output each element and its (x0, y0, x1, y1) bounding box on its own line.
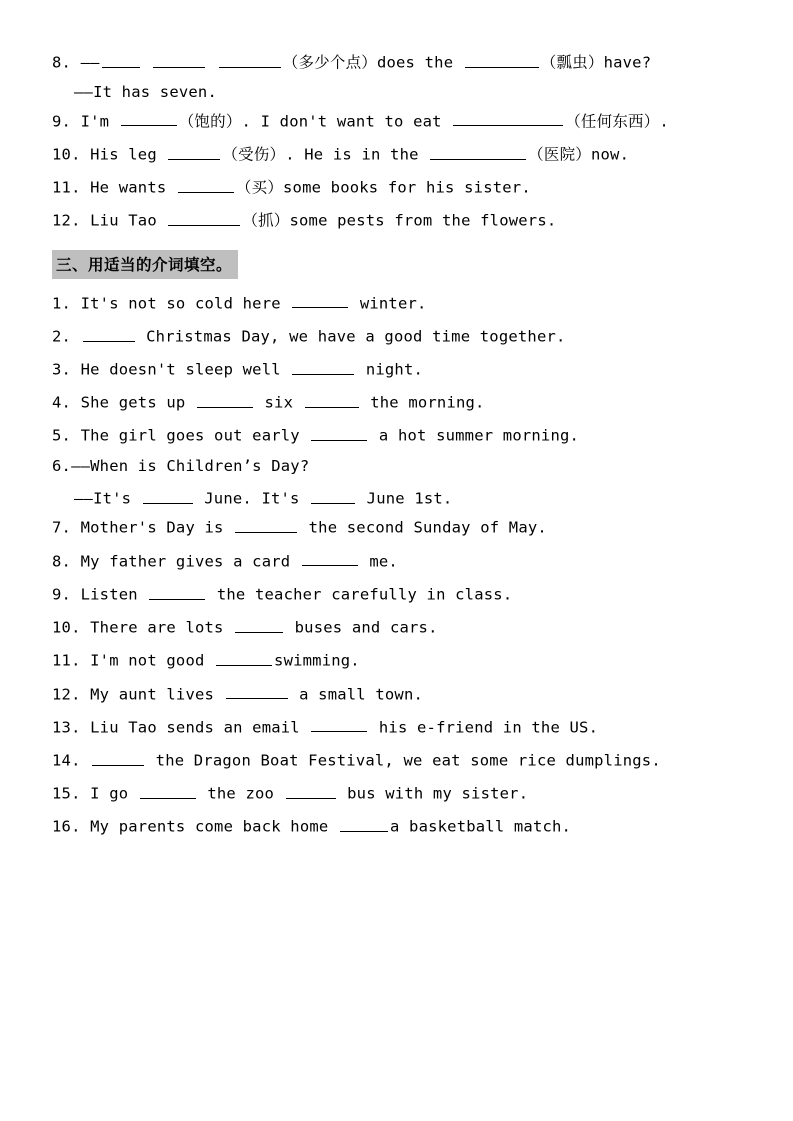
answer-line (52, 85, 747, 101)
text-run: 5. The girl goes out early (52, 427, 310, 446)
fill-in-blank[interactable] (143, 488, 193, 504)
text-run: 4. She gets up (52, 393, 195, 412)
text-run: 10. There are lots (52, 618, 234, 637)
text-run: 1. It's not so cold here (52, 294, 291, 313)
text-run: （买）some books for his sister. (235, 178, 531, 197)
text-run: bus with my sister. (337, 784, 529, 803)
text-run: six (254, 393, 303, 412)
section-heading: 三、用适当的介词填空。 (52, 250, 238, 279)
question-line (52, 517, 747, 536)
text-run: （瓢虫）have? (540, 53, 652, 72)
text-run: 6.——When is Children’s Day? (52, 456, 310, 475)
fill-in-blank[interactable] (305, 392, 359, 408)
fill-in-blank[interactable] (226, 684, 288, 700)
question-line (52, 326, 747, 345)
text-run: （饱的）. I don't want to eat (178, 112, 452, 131)
text-run: buses and cars. (285, 618, 438, 637)
text-run: 3. He doesn't sleep well (52, 360, 291, 379)
text-run: 12. My aunt lives (52, 685, 224, 704)
text-run: Christmas Day, we have a good time together. (136, 327, 566, 346)
worksheet-content (52, 52, 747, 836)
fill-in-blank[interactable] (140, 783, 196, 799)
question-line (52, 293, 747, 312)
fill-in-blank[interactable] (102, 52, 140, 68)
fill-in-blank[interactable] (311, 425, 367, 441)
fill-in-blank[interactable] (453, 111, 563, 127)
text-run: 8. My father gives a card (52, 552, 300, 571)
fill-in-blank[interactable] (292, 293, 348, 309)
question-line (52, 52, 747, 71)
text-run: 7. Mother's Day is (52, 519, 234, 538)
text-run: （医院）now. (528, 145, 630, 164)
fill-in-blank[interactable] (121, 111, 177, 127)
question-line (52, 584, 747, 603)
text-run: his e-friend in the US. (369, 718, 599, 737)
fill-in-blank[interactable] (340, 816, 388, 832)
fill-in-blank[interactable] (292, 359, 354, 375)
question-line (52, 456, 747, 475)
fill-in-blank[interactable] (302, 551, 358, 567)
question-line (52, 210, 747, 229)
text-run: 14. (52, 751, 91, 770)
text-run: （任何东西）. (565, 112, 669, 131)
question-line (52, 816, 747, 835)
text-run: ——It has seven. (74, 83, 217, 102)
fill-in-blank[interactable] (430, 144, 526, 160)
text-run: 10. His leg (52, 145, 167, 164)
question-line (52, 144, 747, 163)
fill-in-blank[interactable] (311, 717, 367, 733)
question-line (52, 617, 747, 636)
text-run: 13. Liu Tao sends an email (52, 718, 310, 737)
fill-in-blank[interactable] (311, 488, 355, 504)
text-run: 15. I go (52, 784, 138, 803)
question-line (52, 684, 747, 703)
text-run: 9. Listen (52, 585, 148, 604)
text-run: a hot summer morning. (369, 427, 580, 446)
text-run: winter. (350, 294, 427, 313)
text-run: ——It's (74, 489, 141, 508)
text-run: （受伤）. He is in the (222, 145, 429, 164)
question-line (52, 551, 747, 570)
text-run: night. (356, 360, 424, 379)
fill-in-blank[interactable] (83, 326, 135, 342)
text-run: a small town. (289, 685, 424, 704)
text-run: 16. My parents come back home (52, 818, 338, 837)
fill-in-blank[interactable] (197, 392, 253, 408)
text-run: the Dragon Boat Festival, we eat some rice dumplings. (146, 751, 661, 770)
question-line (52, 111, 747, 130)
question-line (52, 783, 747, 802)
answer-line (52, 488, 747, 507)
text-run: June. It's (194, 489, 310, 508)
text-run: 12. Liu Tao (52, 212, 167, 231)
text-run (207, 54, 217, 72)
text-run: 2. (52, 327, 81, 346)
text-run: 11. He wants (52, 178, 176, 197)
fill-in-blank[interactable] (149, 584, 205, 600)
fill-in-blank[interactable] (219, 52, 281, 68)
text-run: 11. I'm not good (52, 652, 215, 670)
text-run: 9. I'm (52, 112, 119, 131)
fill-in-blank[interactable] (465, 52, 539, 68)
fill-in-blank[interactable] (168, 210, 240, 226)
text-run: me. (359, 552, 398, 571)
text-run: the morning. (360, 393, 485, 412)
question-line (52, 750, 747, 769)
fill-in-blank[interactable] (235, 517, 297, 533)
text-run: （抓）some pests from the flowers. (242, 212, 557, 231)
text-run: June 1st. (357, 489, 453, 508)
question-line (52, 177, 747, 196)
text-run: 8. —— (52, 53, 100, 72)
question-line (52, 392, 747, 411)
question-line (52, 425, 747, 444)
fill-in-blank[interactable] (235, 617, 283, 633)
question-line (52, 359, 747, 378)
text-run: （多少个点）does the (282, 53, 463, 72)
text-run: swimming. (274, 652, 360, 670)
fill-in-blank[interactable] (286, 783, 336, 799)
fill-in-blank[interactable] (153, 52, 205, 68)
fill-in-blank[interactable] (216, 650, 272, 666)
question-line (52, 650, 747, 669)
question-line (52, 717, 747, 736)
fill-in-blank[interactable] (168, 144, 220, 160)
text-run: the teacher carefully in class. (207, 585, 513, 604)
fill-in-blank[interactable] (178, 177, 234, 193)
text-run: the zoo (197, 784, 284, 803)
text-run: a basketball match. (389, 818, 572, 837)
text-run: the second Sunday of May. (299, 519, 547, 538)
text-run (142, 54, 152, 72)
fill-in-blank[interactable] (92, 750, 144, 766)
